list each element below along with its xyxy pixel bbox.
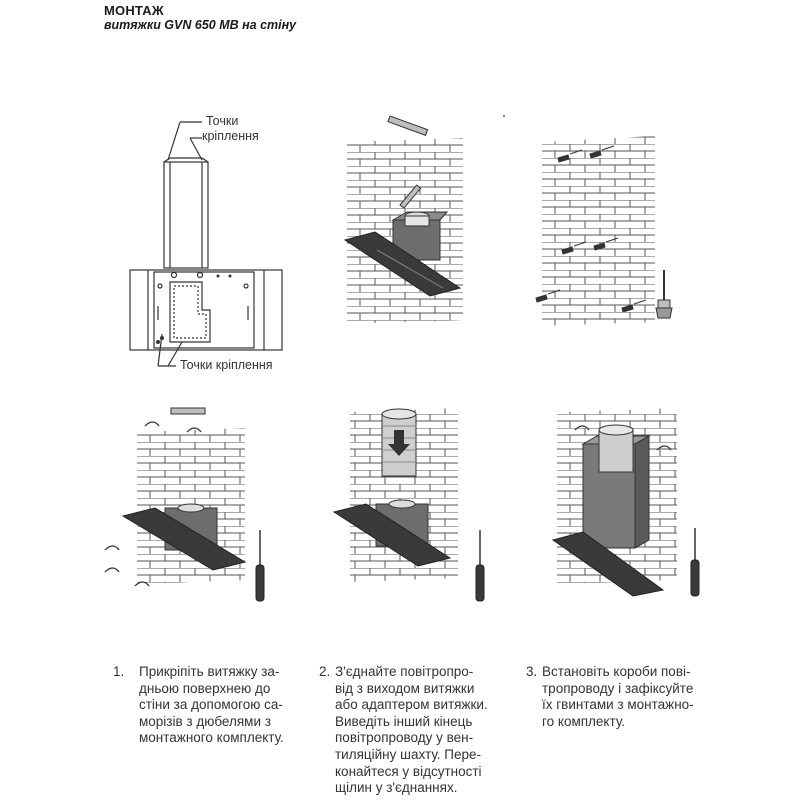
document-subtitle: витяжки GVN 650 MB на стіну	[104, 18, 297, 32]
step-2-line: З'єднайте повітропро-	[335, 664, 474, 679]
step-1-number: 1.	[113, 664, 125, 679]
step-2-line: Виведіть інший кінець	[335, 713, 473, 729]
step-1-line: Прикріпіть витяжку за-	[139, 664, 280, 679]
step-1-line: дньою поверхнею до	[139, 680, 271, 696]
step-1-line: морізів з дюбелями з	[139, 713, 271, 729]
step-3-line: го комплекту.	[542, 713, 625, 729]
step-2-line: тиляційну шахту. Пере-	[335, 746, 482, 762]
stray-dot	[503, 115, 505, 117]
step3-illustration-icon	[545, 400, 720, 615]
label-top-line1: Точки	[206, 114, 239, 128]
step-3-line: їх гвинтами з монтажно-	[542, 697, 694, 713]
step-3-line: Встановіть короби пові-	[542, 664, 691, 679]
brick-wall-icon	[335, 110, 470, 330]
chimney-cover-icon	[583, 425, 649, 548]
step-3-number: 3.	[526, 664, 538, 679]
wall-with-dowels-icon	[530, 130, 680, 330]
document-title: МОНТАЖ	[104, 3, 164, 18]
step-2-line: щілин у з'єднаннях.	[335, 780, 458, 796]
label-bottom-mounting-points: Точки кріплення	[180, 358, 273, 372]
duct-pipe-icon	[382, 409, 416, 476]
step-2-line: конайтеся у відсутності	[335, 763, 482, 779]
step-2	[319, 664, 493, 797]
step2-illustration-icon	[330, 400, 505, 615]
panel-wall-dowels	[530, 130, 680, 330]
panel-step3	[545, 400, 720, 615]
document-header	[104, 3, 296, 33]
step-1	[113, 664, 285, 747]
hood-front-schematic-icon	[118, 110, 288, 380]
step-3-line: тропроводу і зафіксуйте	[542, 680, 694, 696]
step-2-line: або адаптером витяжки.	[335, 697, 488, 713]
panel-hood-on-wall	[335, 110, 470, 330]
step-2-number: 2.	[319, 664, 331, 679]
step-2-line: від з виходом витяжки	[335, 680, 475, 696]
label-top-line2: кріплення	[202, 129, 259, 143]
screwdriver-icon	[256, 530, 264, 601]
step-1-line: стіни за допомогою са-	[139, 697, 283, 713]
screwdriver-icon	[476, 530, 484, 601]
step-2-line: повітропроводу у вен-	[335, 730, 474, 746]
step1-illustration-icon	[95, 400, 275, 615]
screwdriver-icon	[691, 528, 699, 596]
panel-step2	[330, 400, 505, 615]
step-1-line: монтажного комплекту.	[139, 730, 284, 746]
step-3	[526, 664, 706, 730]
panel-step1	[95, 400, 275, 615]
drill-icon	[656, 270, 672, 318]
panel-front-schematic	[118, 110, 288, 380]
